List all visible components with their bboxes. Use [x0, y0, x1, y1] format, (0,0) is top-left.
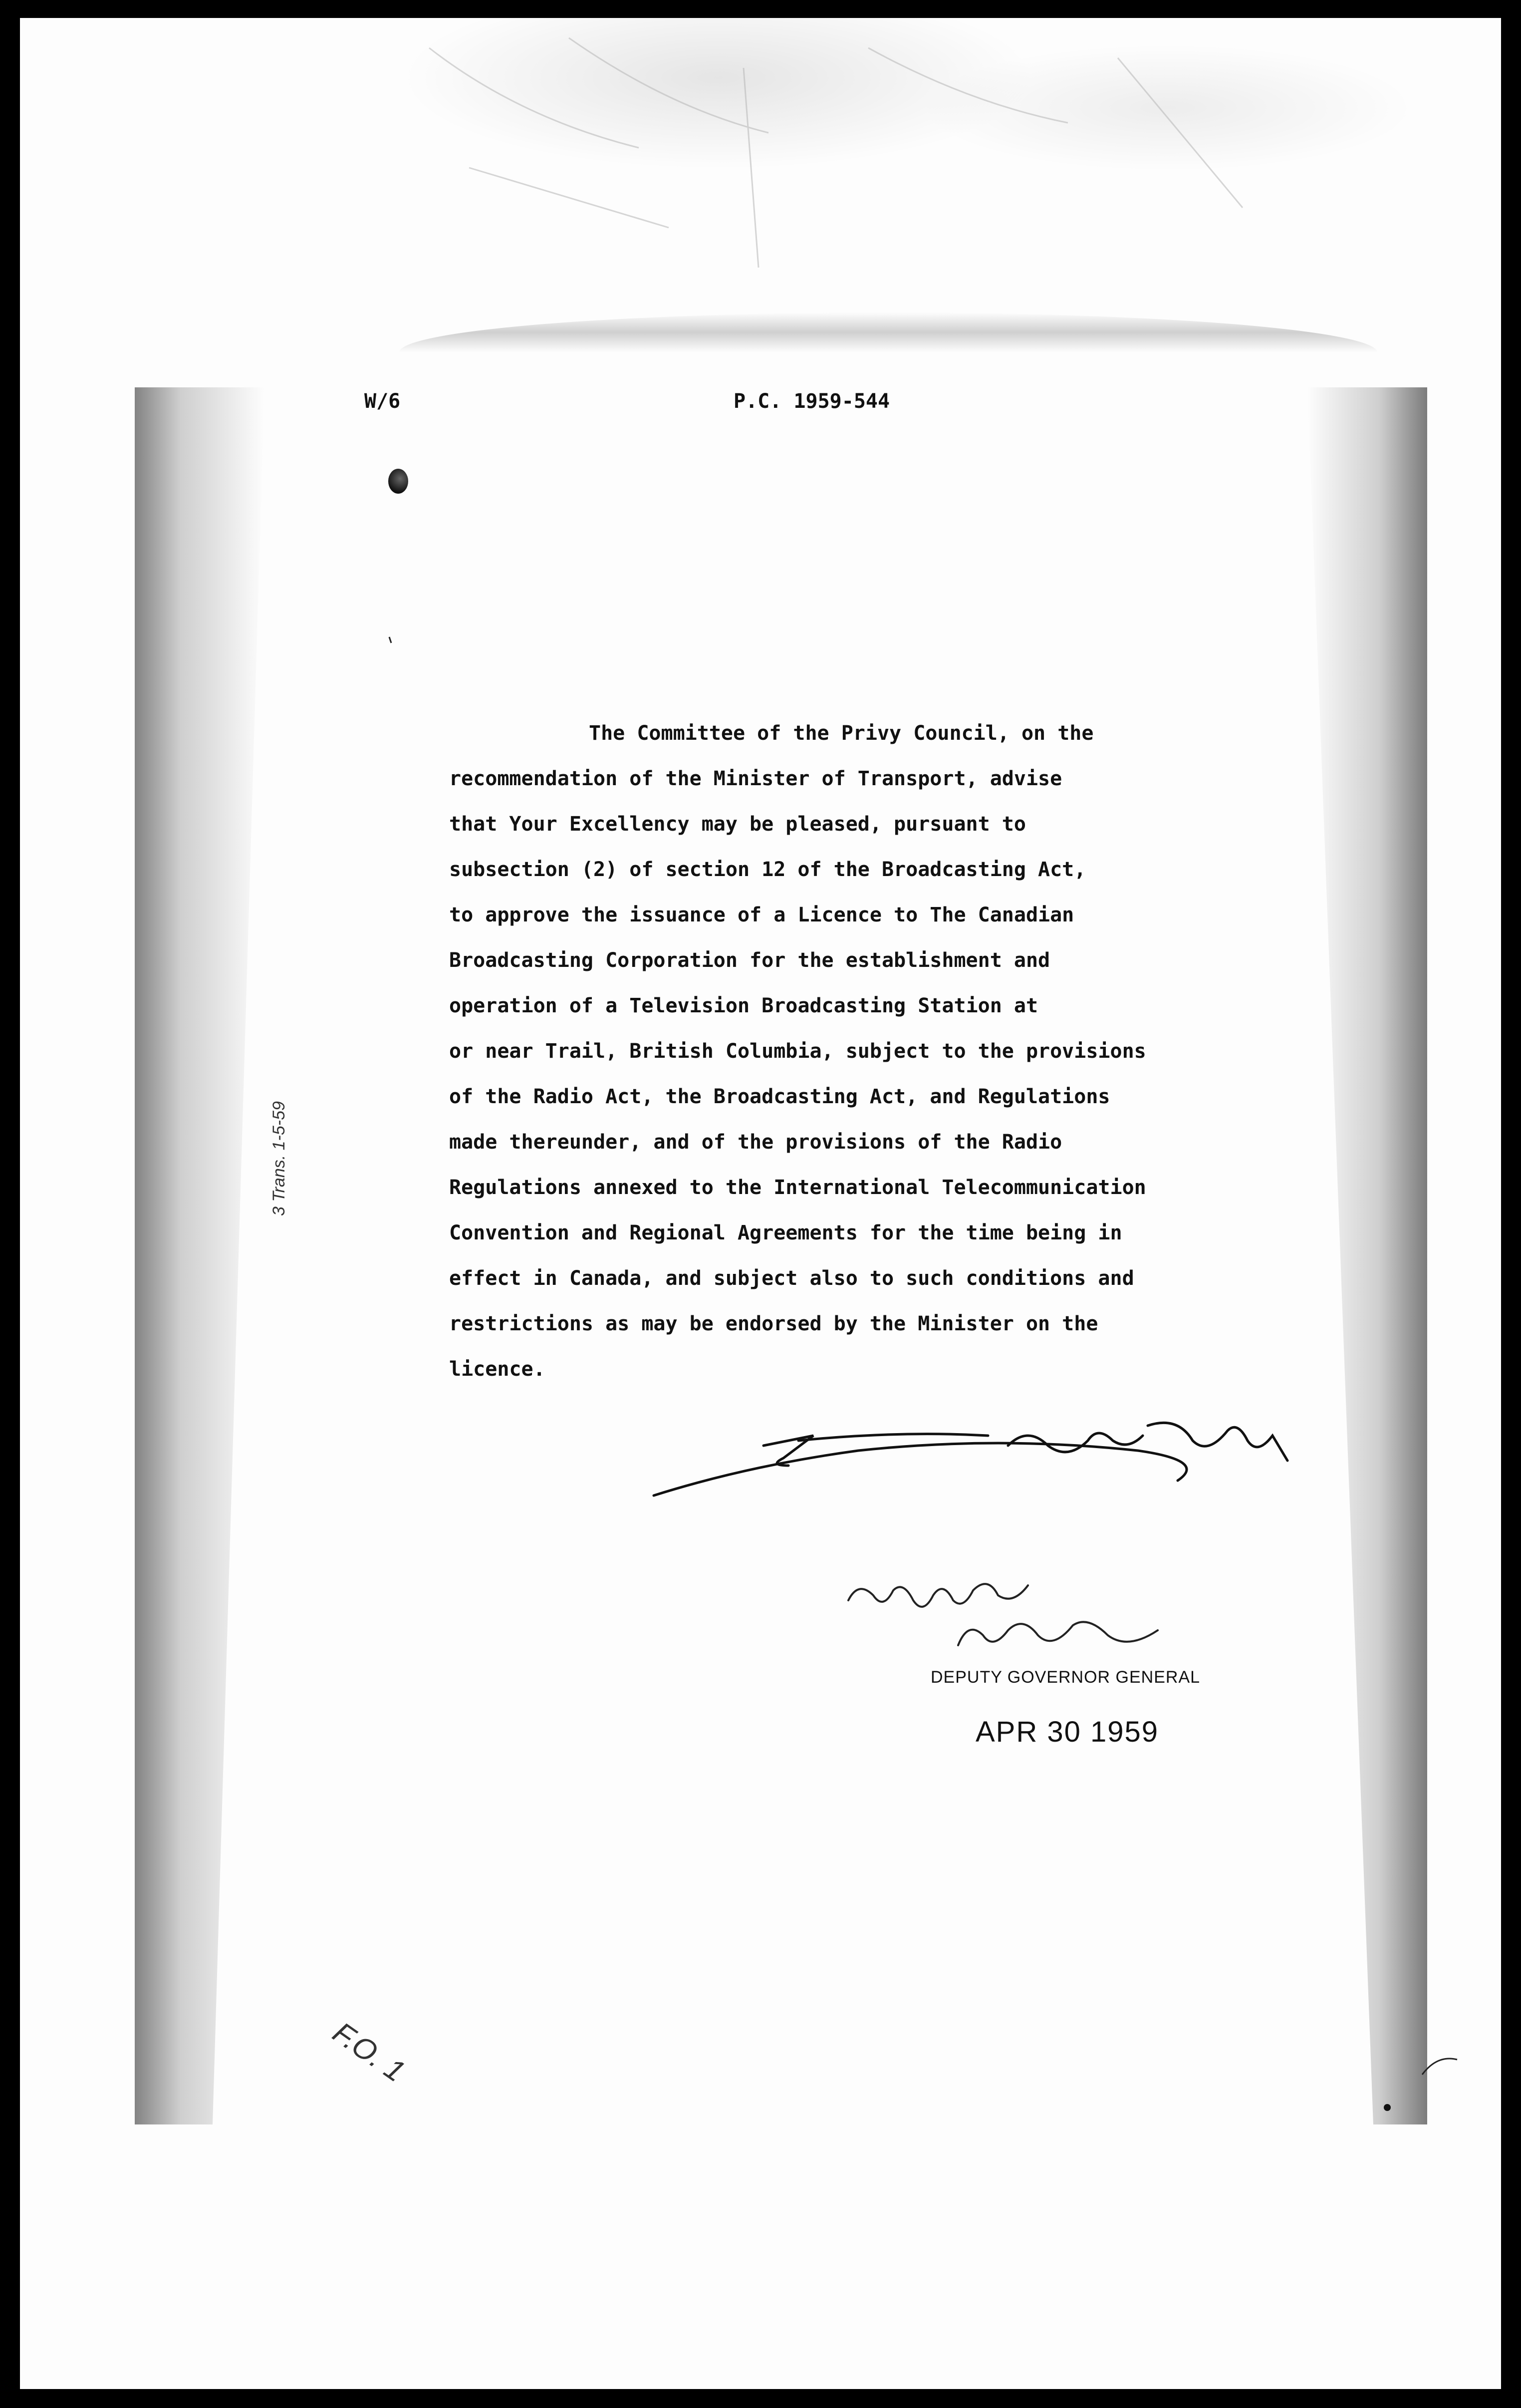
approval-date: APR 30 1959	[976, 1716, 1159, 1748]
body-line: Regulations annexed to the International Telecommunication	[449, 1176, 1146, 1199]
body-line: that Your Excellency may be pleased, pursuant to	[449, 813, 1026, 836]
body-line: The Committee of the Privy Council, on the	[589, 722, 1094, 745]
body-line: Convention and Regional Agreements for the time being in	[449, 1221, 1122, 1244]
approval-title: DEPUTY GOVERNOR GENERAL	[931, 1668, 1201, 1687]
punch-hole	[388, 469, 408, 494]
body-line: of the Radio Act, the Broadcasting Act, and Regulations	[449, 1085, 1110, 1108]
pm-signature	[649, 1396, 1297, 1505]
file-reference: W/6	[364, 390, 401, 413]
body-line: to approve the issuance of a Licence to The Canadian	[449, 903, 1074, 926]
approval-handwriting	[838, 1560, 1188, 1665]
body-line: effect in Canada, and subject also to such conditions and	[449, 1267, 1134, 1290]
left-page-shadow	[135, 387, 264, 2124]
body-line: recommendation of the Minister of Transport, advise	[449, 767, 1062, 790]
body-line: subsection (2) of section 12 of the Broadcasting Act,	[449, 858, 1086, 881]
body-line: restrictions as may be endorsed by the Minister on the	[449, 1312, 1098, 1335]
scan-scratches	[20, 18, 1501, 377]
margin-note: 3 Trans. 1-5-59	[269, 1101, 288, 1216]
right-page-shadow	[1307, 387, 1427, 2124]
body-line: operation of a Television Broadcasting Station at	[449, 994, 1038, 1017]
document-page	[20, 18, 1501, 2389]
body-line: Broadcasting Corporation for the establishment and	[449, 949, 1050, 972]
body-line: licence.	[449, 1358, 545, 1381]
body-line: made thereunder, and of the provisions of the Radio	[449, 1131, 1062, 1154]
corner-note: F.O. 1	[327, 2015, 411, 2089]
order-number: P.C. 1959-544	[734, 390, 890, 413]
body-line: or near Trail, British Columbia, subject to the provisions	[449, 1040, 1146, 1063]
